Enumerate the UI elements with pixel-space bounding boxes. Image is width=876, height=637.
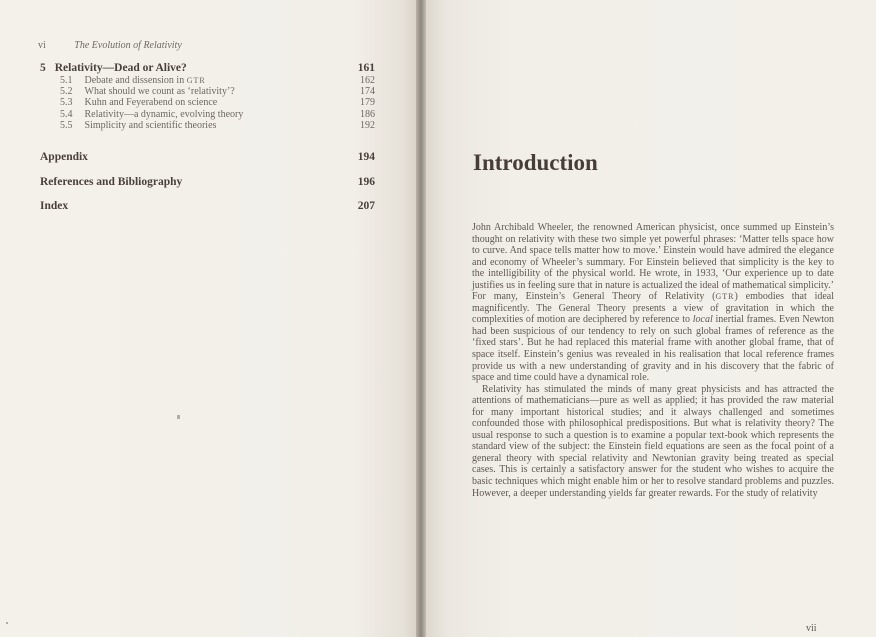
- paper-speck: [6, 622, 8, 624]
- paragraph: [472, 222, 834, 384]
- toc-entry-title: References and Bibliography: [40, 176, 183, 188]
- toc-entry-title: Index: [40, 200, 69, 212]
- section-page: 179: [360, 97, 375, 109]
- page-number: vii: [806, 623, 817, 634]
- paragraph-text: John Archibald Wheeler, the renowned American physicist, once summed up Einstein’s thought on relativity with these two simple yet powerful phrases: ‘Matter tells space how to curve. And space tells matter how to move.’ Einstein would have admired the elegance and economy of Wheeler’s summary. For Einstein believed that simplicity is the key to the intelligibility of the physical world. He wrote, in 1933, ‘Our experience up to date justifies us in feeling sure that in nature is actualized the ideal of mathematical simplicity.’ For many, Einstein’s General Theory of Relativity (: [472, 222, 834, 303]
- paragraph-text: inertial frames. Even Newton had been suspicious of our tendency to rely on such global frames of reference as the ‘fixed stars’. But he had replaced this material frame with another global frame, that of space itself. Einstein’s genius was revealed in his realisation that local reference frames provide us with a new understanding of gravity and in his discovery that the fabric of space and time could have a dynamical role.: [472, 314, 835, 384]
- section-number: 5.2: [60, 86, 73, 98]
- section-title: Relativity—a dynamic, evolving theory: [84, 108, 244, 120]
- running-head: [38, 40, 182, 51]
- chapter-page: 161: [357, 62, 375, 74]
- toc-entry-page: 194: [357, 151, 375, 163]
- abbreviation: GTR: [715, 292, 735, 302]
- section-page: 174: [360, 86, 375, 98]
- section-title: Kuhn and Feyerabend on science: [84, 97, 218, 109]
- chapter-number: 5: [40, 62, 46, 74]
- paper-speck: [177, 415, 180, 419]
- section-page: 162: [360, 75, 375, 86]
- chapter-heading: Introduction: [473, 150, 598, 175]
- paragraph: Relativity has stimulated the minds of many great physicists and has attracted the attentions of mathematicians—pure as well as applied; it has provided the raw material for many important historical studies; and it always challenged and sometimes confounded those with philosophical predispositions. But what is relativity theory? The usual response to such a question is to examine a popular text-book which represents the standard view of the subject: the Einstein field equations are seen as the focal point of a general theory with special relativity and Newtonian gravity being treated as special cases. This is certainly a satisfactory answer for the student who wishes to acquire the basic techniques which might enable him or her to resolve standard problems and puzzles. However, a deeper understanding yields far greater rewards. For the study of relativity: [472, 383, 834, 499]
- section-title: Simplicity and scientific theories: [84, 119, 217, 131]
- toc-section: [60, 97, 375, 108]
- section-title: Debate and dissension in: [84, 75, 185, 86]
- toc-sections: [60, 75, 375, 131]
- toc-section: [60, 120, 375, 131]
- toc-chapter-5: [40, 62, 375, 74]
- running-head-title: The Evolution of Relativity: [74, 40, 182, 51]
- toc-entry-page: 196: [357, 176, 375, 188]
- toc-references: [40, 176, 375, 188]
- section-number: 5.3: [60, 97, 73, 109]
- toc-section: [60, 75, 375, 86]
- emphasis: local: [692, 314, 713, 326]
- running-head-page-number: vi: [38, 40, 46, 51]
- book-spine: [416, 0, 426, 637]
- section-number: 5.5: [60, 119, 73, 131]
- toc-entry-title: Appendix: [40, 151, 88, 163]
- toc-appendix: [40, 151, 375, 163]
- toc-index: [40, 200, 375, 212]
- section-title-abbrev: GTR: [186, 76, 206, 85]
- section-page: 186: [360, 108, 375, 120]
- body-text: [472, 222, 834, 499]
- left-page: [0, 0, 416, 637]
- section-number: 5.1: [60, 75, 73, 86]
- section-number: 5.4: [60, 108, 73, 120]
- section-page: 192: [360, 119, 375, 131]
- paragraph-text: ) embodies that ideal magnificently. The General Theory presents a view of gravitation in which the complexities of motion are deciphered by reference to: [472, 291, 835, 326]
- right-page: [426, 0, 876, 637]
- chapter-title: Relativity—Dead or Alive?: [54, 62, 187, 74]
- section-title: What should we count as ‘relativity’?: [84, 86, 235, 98]
- toc-section: [60, 109, 375, 120]
- toc-entry-page: 207: [357, 200, 375, 212]
- toc-section: [60, 86, 375, 97]
